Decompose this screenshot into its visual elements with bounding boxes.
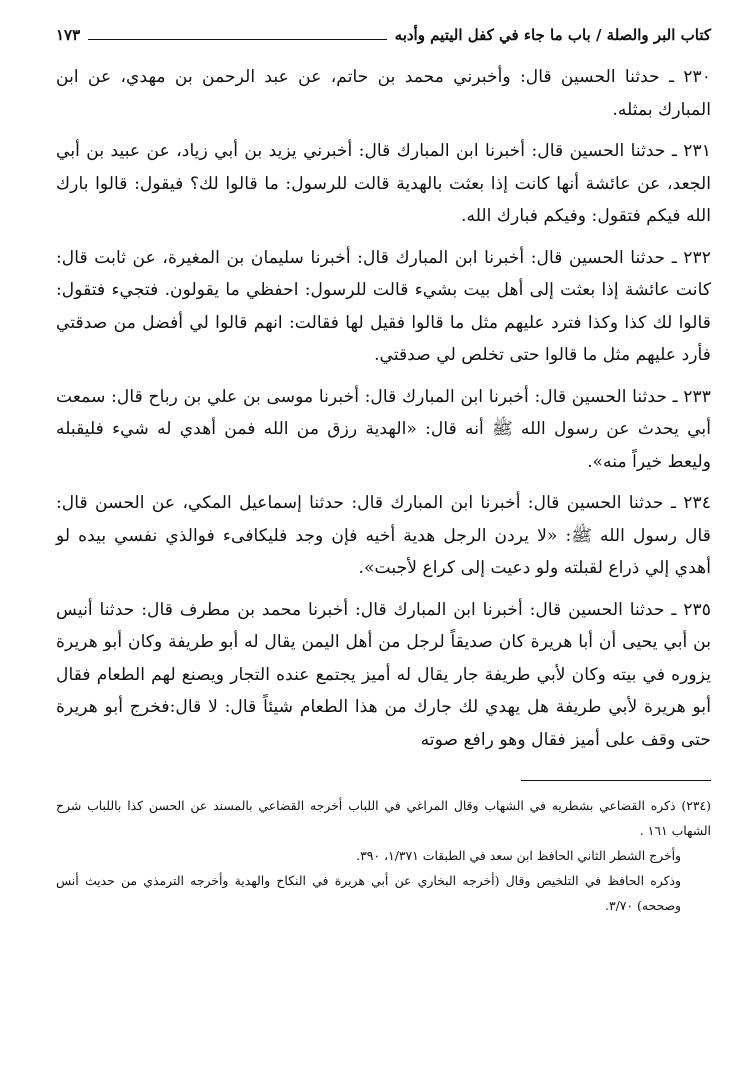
hadith-233: ٢٣٣ ـ حدثنا الحسين قال: أخبرنا ابن المبارك قال: أخبرنا موسى بن علي بن رباح قال: سمعت أبي يحدث عن رسول الله ﷺ أنه قال: «الهدية رزق من الله فمن أهدي له شيء فليقبله وليعط خيراً منه». — [56, 386, 711, 472]
hadith-231: ٢٣١ ـ حدثنا الحسين قال: أخبرنا ابن المبارك قال: أخبرني يزيد بن أبي زياد، عن عبيد بن أبي الجعد، عن عائشة أنها كانت إذا بعثت بالهدية قالت للرسول: ما قالوا لك؟ فيقول: قالوا بارك الله فيكم فتقول: وفيكم فبارك الله. — [56, 141, 711, 226]
hadith-234: ٢٣٤ ـ حدثنا الحسين قال: أخبرنا ابن المبارك قال: حدثنا إسماعيل المكي، عن الحسن قال: قال رسول الله ﷺ: «لا يردن الرجل هدية أخيه فإن وجد فليكافىء فوالذي نفسي بيده لو أهدي إلي ذراع لقبلته ولو دعيت إلى كراع لأجبت». — [56, 493, 711, 578]
header-rule — [88, 39, 386, 40]
footnote-divider — [521, 780, 711, 781]
hadith-list — [56, 61, 711, 756]
hadith-230: ٢٣٠ ـ حدثنا الحسين قال: وأخبرني محمد بن حاتم، عن عبد الرحمن بن مهدي، عن ابن المبارك بمثله. — [56, 67, 711, 120]
footnotes — [56, 793, 711, 918]
page-number: ١٧٣ — [56, 26, 81, 44]
chapter-title: كتاب البر والصلة / باب ما جاء في كفل اليتيم وأدبه — [394, 26, 711, 44]
footnote-234-talkhis: وذكره الحافظ في التلخيص وقال (أخرجه البخاري عن أبي هريرة في النكاح والهدية وأخرجه الترمذي من حديث أنس وصححه) ٣/٧٠. — [56, 873, 681, 913]
book-page — [56, 26, 711, 918]
hadith-232: ٢٣٢ ـ حدثنا الحسين قال: أخبرنا ابن المبارك قال: أخبرنا سليمان بن المغيرة، عن ثابت قال: كانت عائشة إذا بعثت إلى أهل بيت بشيء قالت للرسول: احفظي ما يقولون. فتجيء فتقول: قالوا لك كذا وكذا فترد عليهم مثل ما قالوا فقيل لها فقالت: انهم قالوا لي أفضل من صدقتي فأرد عليهم مثل ما قالوا حتى تخلص لي صدقتي. — [56, 247, 711, 365]
running-header — [56, 26, 711, 45]
hadith-235: ٢٣٥ ـ حدثنا الحسين قال: أخبرنا ابن المبارك قال: أخبرنا محمد بن مطرف قال: حدثنا أنيس بن أبي يحيى أن أبا هريرة كان صديقاً لرجل من أهل اليمن يقال له أبو طريفة وكان أبو هريرة يزوره في بيته وكان لأبي طريفة جار يقال له أميز يجتمع عنده التجار ويصنع لهم الطعام فقال أبو هريرة لأبي طريفة هل يهدي لك جارك من هذا الطعام شيئاً قال: لا قال:فخرج أبو هريرة حتى وقف على أميز فقال وهو رافع صوته — [56, 599, 711, 750]
footnote-234: (٢٣٤) ذكره القضاعي بشطريه في الشهاب وقال المراغي في اللباب أخرجه القضاعي بالمسند عن الحسن كذا باللباب شرح الشهاب ١٦١ . — [56, 798, 711, 838]
footnote-234-ibn-saad: وأخرج الشطر الثاني الحافظ ابن سعد في الطبقات ١/٣٧١، ٣٩٠. — [356, 848, 681, 863]
